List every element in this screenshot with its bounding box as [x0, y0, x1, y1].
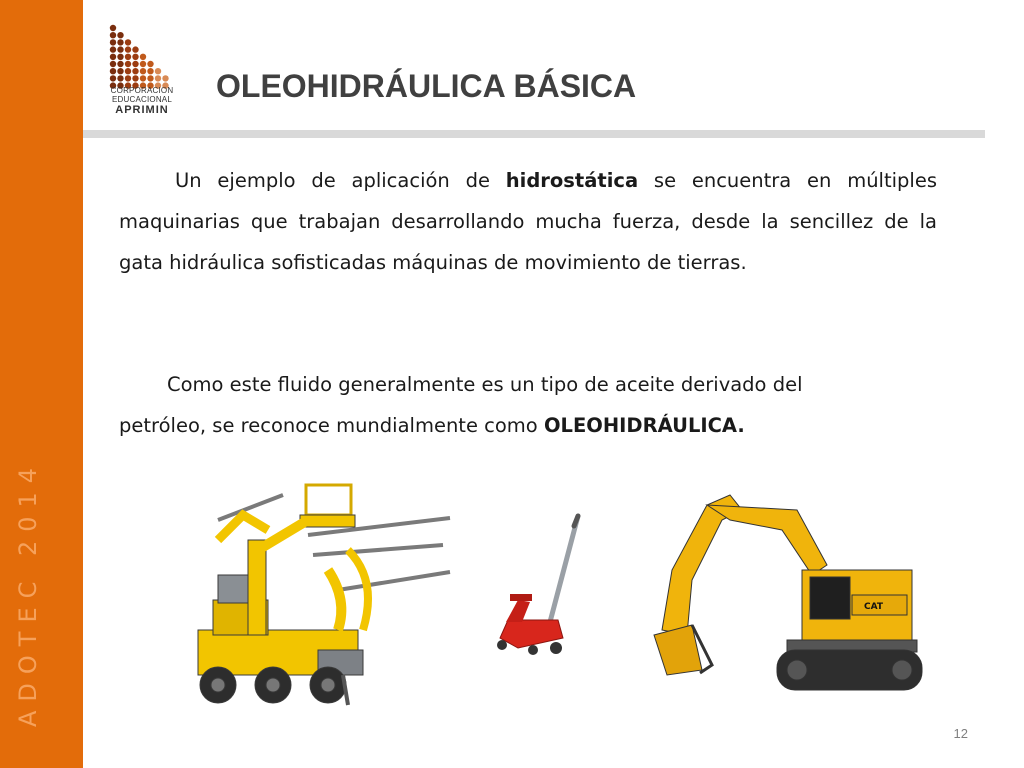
paragraph-text: se encuentra en múltiples maquinarias que trabajan desarrollando mucha fuerza, desde la sencillez de la gata hidráulica sofisticadas máquinas de movimiento de tierras. [119, 169, 937, 274]
paragraph-oleohidraulica [119, 364, 937, 446]
logo-text-line2: EDUCACIONAL [112, 95, 172, 104]
paragraph-hidrostatica [119, 160, 937, 283]
sidebar-vertical-text: ADOTEC 2014 [14, 458, 42, 727]
drilling-rig-image [188, 480, 458, 710]
bold-term: OLEOHIDRÁULICA. [543, 414, 745, 437]
floor-jack-image [488, 510, 586, 660]
paragraph-text: Como este fluido generalmente es un tipo de aceite derivado del [167, 373, 803, 396]
page-number: 12 [953, 726, 968, 741]
logo-text-line1: CORPORACION [110, 86, 174, 95]
title-divider [83, 130, 985, 138]
paragraph-text: petróleo, se reconoce mundialmente como [119, 414, 544, 437]
svg-text:CAT: CAT [864, 602, 884, 612]
excavator-image [652, 485, 927, 705]
bold-term: hidrostática [505, 169, 639, 192]
logo-text-brand: APRIMIN [115, 104, 169, 116]
paragraph-text: Un ejemplo de aplicación de [175, 169, 506, 192]
paragraph-line-2 [119, 405, 937, 446]
slide-title: OLEOHIDRÁULICA BÁSICA [216, 68, 637, 104]
